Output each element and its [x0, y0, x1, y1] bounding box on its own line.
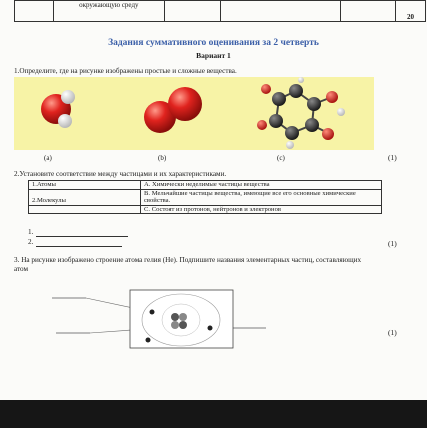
- caption-a: (a): [44, 154, 52, 162]
- left-item-1: 1.Атомы: [29, 181, 141, 190]
- caption-c: (c): [277, 154, 285, 162]
- caption-b: (b): [158, 154, 167, 162]
- question-2-points: (1): [388, 239, 397, 248]
- matching-table: [28, 180, 382, 214]
- right-item-c: C. Состоят из протонов, нейтронов и электронов: [141, 205, 382, 214]
- top-table-cell-text: окружающую среду: [53, 1, 164, 22]
- molecule-b: [144, 87, 202, 133]
- question-3-text: 3. На рисунке изображено строение атома гелия (He). Подпишите названия элементарных частиц, составляющих атом: [14, 256, 362, 273]
- helium-atom-figure: [50, 288, 290, 350]
- bottom-bar: [0, 400, 427, 428]
- right-item-b: B. Мельчайшие частицы вещества, имеющие все его основные химические свойства.: [141, 189, 382, 205]
- answer-label-2: 2.: [28, 238, 34, 246]
- molecules-illustration: [14, 77, 374, 150]
- page-title: Задания суммативного оценивания за 2 четверть: [108, 38, 319, 48]
- left-item-2: 2.Молекулы: [29, 189, 141, 205]
- answer-line-1: [36, 236, 128, 237]
- answer-line-2: [36, 246, 122, 247]
- total-score: 20: [396, 1, 426, 22]
- molecule-a: [41, 90, 75, 128]
- question-1-text: 1.Определите, где на рисунке изображены простые и сложные вещества.: [14, 67, 237, 75]
- right-item-a: A. Химически неделимые частицы вещества: [141, 181, 382, 190]
- variant-label: Вариант 1: [196, 51, 231, 60]
- molecules-image: [14, 77, 374, 150]
- question-1-points: (1): [388, 153, 397, 162]
- question-3-points: (1): [388, 328, 397, 337]
- question-2-text: 2.Установите соответствие между частицами и их характеристиками.: [14, 170, 227, 178]
- answer-label-1: 1.: [28, 228, 34, 236]
- molecule-c: [257, 77, 345, 149]
- top-table-fragment: [14, 0, 426, 22]
